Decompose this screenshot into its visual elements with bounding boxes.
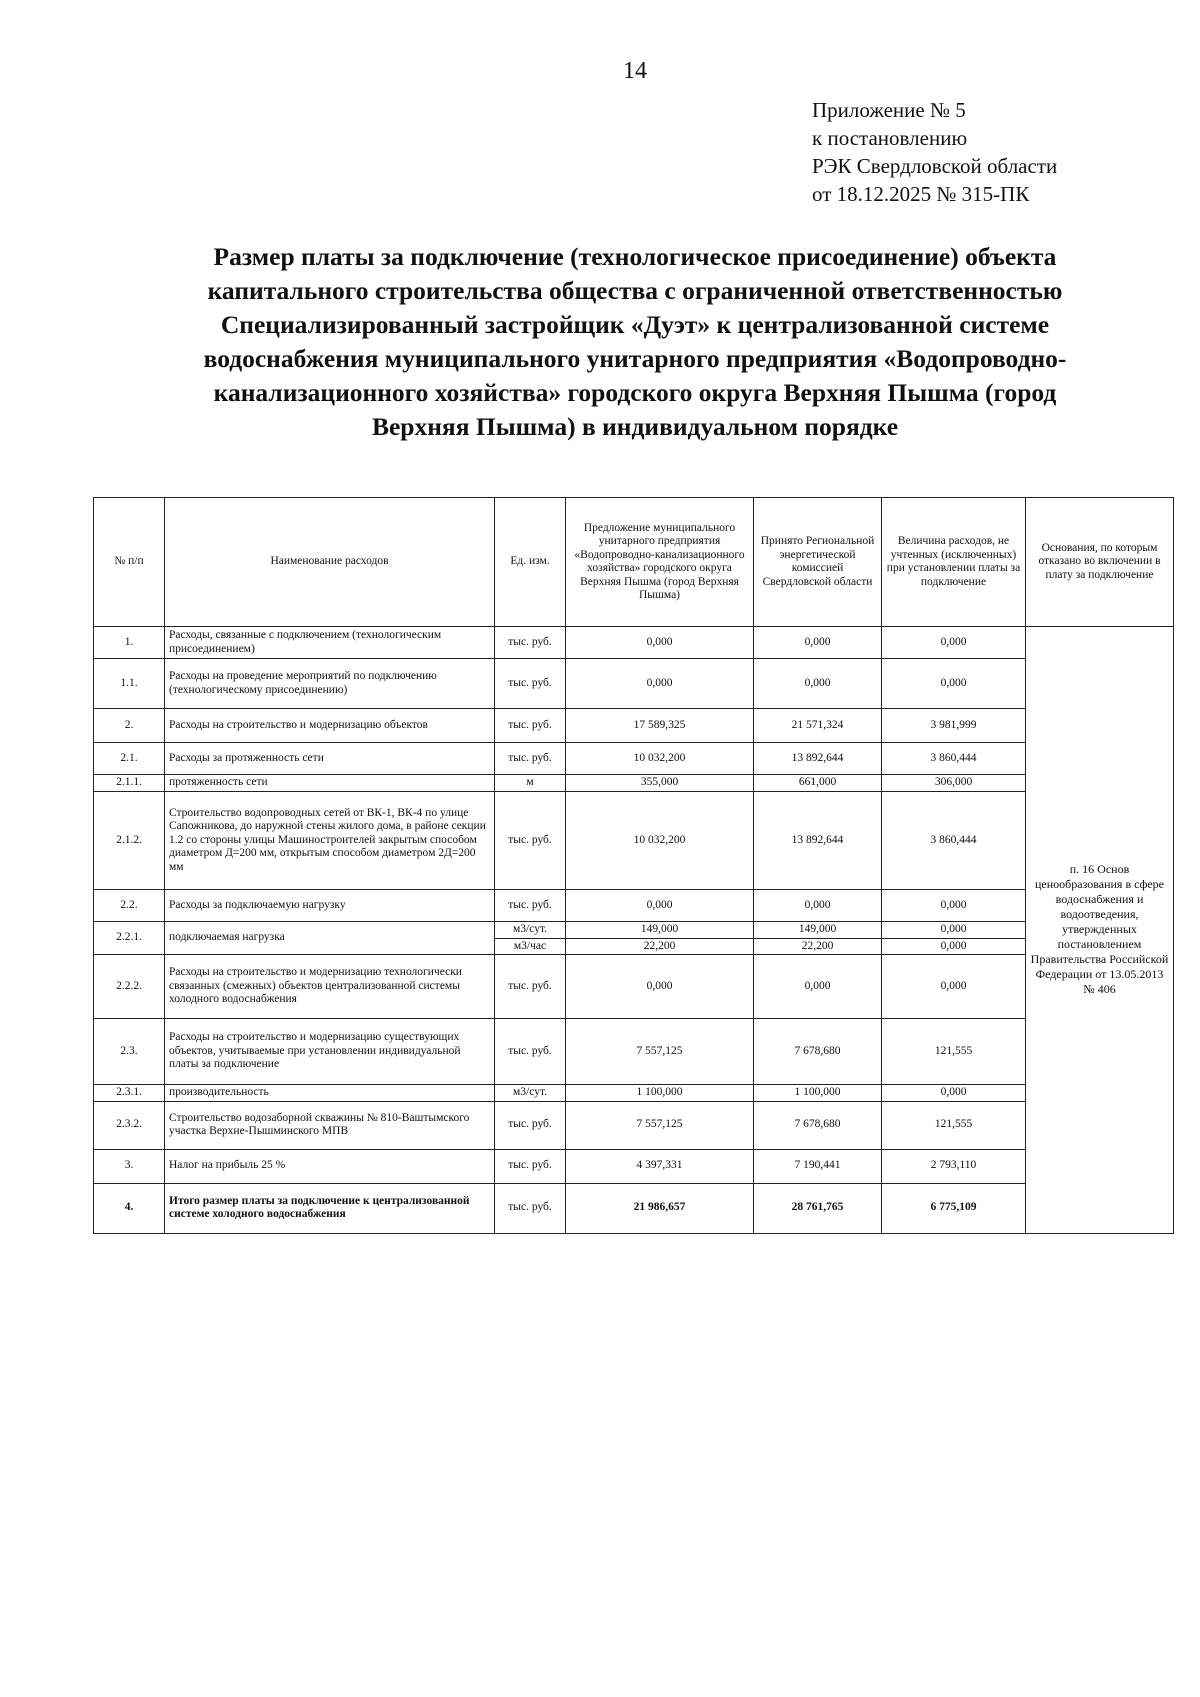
row-accepted: 21 571,324 [754,709,882,743]
row-num: 4. [94,1183,165,1233]
title-line: капитального строительства общества с ограниченной ответственностью [207,276,1063,305]
row-excluded: 0,000 [882,890,1026,922]
table-row [94,1019,1174,1085]
row-name: производительность [165,1085,495,1102]
row-proposal: 21 986,657 [566,1183,754,1233]
header-unit: Ед. изм. [495,498,566,627]
row-name: подключаемая нагрузка [165,922,495,955]
row-name: Расходы на проведение мероприятий по подключению (технологическому присоединению) [165,659,495,709]
row-proposal: 22,200 [566,938,754,955]
title-line: канализационного хозяйства» городского округа Верхняя Пышма (город [213,378,1057,407]
row-accepted: 661,000 [754,775,882,792]
table-row [94,775,1174,792]
row-unit: м [495,775,566,792]
row-proposal: 7 557,125 [566,1101,754,1149]
row-unit: тыс. руб. [495,792,566,890]
row-unit: тыс. руб. [495,1101,566,1149]
row-unit: м3/сут. [495,1085,566,1102]
row-name: Итого размер платы за подключение к централизованной системе холодного водоснабжения [165,1183,495,1233]
row-accepted: 0,000 [754,627,882,659]
header-name: Наименование расходов [165,498,495,627]
row-unit: тыс. руб. [495,709,566,743]
appendix-line: РЭК Свердловской области [812,154,1058,178]
table-row [94,1149,1174,1183]
row-accepted: 0,000 [754,659,882,709]
row-num: 2.2. [94,890,165,922]
row-accepted: 7 678,680 [754,1101,882,1149]
header-num: № п/п [94,498,165,627]
table-row [94,955,1174,1019]
document-title [130,240,1140,444]
row-excluded: 0,000 [882,627,1026,659]
row-num: 2.3.1. [94,1085,165,1102]
header-accepted: Принято Региональной энергетической комиссией Свердловской области [754,498,882,627]
appendix-line: от 18.12.2025 № 315-ПК [812,182,1030,206]
row-accepted: 7 678,680 [754,1019,882,1085]
row-proposal: 0,000 [566,890,754,922]
title-line: Верхняя Пышма) в индивидуальном порядке [371,412,899,441]
row-excluded: 121,555 [882,1019,1026,1085]
row-num: 2.2.2. [94,955,165,1019]
row-num: 3. [94,1149,165,1183]
row-accepted: 28 761,765 [754,1183,882,1233]
table-row [94,922,1174,939]
row-accepted: 1 100,000 [754,1085,882,1102]
basis-cell: п. 16 Основ ценообразования в сфере водоснабжения и водоотведения, утвержденных постановлением Правительства Российской Федерации от 13.05.2013 № 406 [1026,627,1174,1234]
row-excluded: 306,000 [882,775,1026,792]
row-name: Налог на прибыль 25 % [165,1149,495,1183]
table-row [94,743,1174,775]
row-proposal: 7 557,125 [566,1019,754,1085]
row-accepted: 7 190,441 [754,1149,882,1183]
fees-table [93,497,1174,1234]
row-proposal: 17 589,325 [566,709,754,743]
row-name: Расходы за подключаемую нагрузку [165,890,495,922]
row-name: Расходы на строительство и модернизацию технологически связанных (смежных) объектов централизованной системы холодного водоснабжения [165,955,495,1019]
row-proposal: 10 032,200 [566,792,754,890]
title-line: Специализированный застройщик «Дуэт» к централизованной системе [220,310,1050,339]
row-accepted: 149,000 [754,922,882,939]
row-excluded: 3 860,444 [882,792,1026,890]
row-unit: м3/час [495,938,566,955]
table-row [94,1101,1174,1149]
row-num: 2.1. [94,743,165,775]
row-excluded: 121,555 [882,1101,1026,1149]
row-accepted: 0,000 [754,955,882,1019]
table-header-row [94,498,1174,627]
table-row [94,659,1174,709]
row-unit: м3/сут. [495,922,566,939]
row-accepted: 13 892,644 [754,743,882,775]
row-proposal: 0,000 [566,627,754,659]
row-proposal: 4 397,331 [566,1149,754,1183]
row-excluded: 3 981,999 [882,709,1026,743]
row-accepted: 0,000 [754,890,882,922]
row-num: 2.3.2. [94,1101,165,1149]
row-proposal: 0,000 [566,659,754,709]
row-name: Расходы, связанные с подключением (технологическим присоединением) [165,627,495,659]
row-name: Расходы на строительство и модернизацию существующих объектов, учитываемые при установлении индивидуальной платы за подключение [165,1019,495,1085]
total-row [94,1183,1174,1233]
row-excluded: 6 775,109 [882,1183,1026,1233]
header-proposal: Предложение муниципального унитарного предприятия «Водопроводно-канализационного хозяйства» городского округа Верхняя Пышма (город Верхняя Пышма) [566,498,754,627]
table-row [94,1085,1174,1102]
table-row [94,709,1174,743]
appendix-line: Приложение № 5 [812,98,966,122]
row-unit: тыс. руб. [495,1149,566,1183]
row-unit: тыс. руб. [495,659,566,709]
title-line: водоснабжения муниципального унитарного предприятия «Водопроводно- [203,344,1067,373]
row-num: 1.1. [94,659,165,709]
row-unit: тыс. руб. [495,890,566,922]
row-unit: тыс. руб. [495,627,566,659]
page-number: 14 [623,58,647,84]
row-accepted: 22,200 [754,938,882,955]
row-excluded: 0,000 [882,938,1026,955]
row-name: Строительство водопроводных сетей от ВК-1, ВК-4 по улице Сапожникова, до наружной стены жилого дома, в районе секции 1.2 со стороны улицы Машиностроителей закрытым способом диаметром Д=200 мм, открытым способом диаметром 2Д=200 мм [165,792,495,890]
row-excluded: 2 793,110 [882,1149,1026,1183]
row-num: 2.1.2. [94,792,165,890]
row-unit: тыс. руб. [495,955,566,1019]
table-row [94,890,1174,922]
row-name: Строительство водозаборной скважины № 810-Ваштымского участка Верхне-Пышминского МПВ [165,1101,495,1149]
row-excluded: 0,000 [882,659,1026,709]
header-excluded: Величина расходов, не учтенных (исключенных) при установлении платы за подключение [882,498,1026,627]
row-num: 2.2.1. [94,922,165,955]
row-excluded: 3 860,444 [882,743,1026,775]
row-unit: тыс. руб. [495,1183,566,1233]
row-num: 2.1.1. [94,775,165,792]
row-excluded: 0,000 [882,922,1026,939]
row-accepted: 13 892,644 [754,792,882,890]
row-proposal: 149,000 [566,922,754,939]
row-num: 2. [94,709,165,743]
row-name: Расходы на строительство и модернизацию объектов [165,709,495,743]
appendix-line: к постановлению [812,126,968,150]
row-proposal: 10 032,200 [566,743,754,775]
row-name: протяженность сети [165,775,495,792]
table-row [94,627,1174,659]
row-unit: тыс. руб. [495,1019,566,1085]
row-num: 1. [94,627,165,659]
row-excluded: 0,000 [882,1085,1026,1102]
row-unit: тыс. руб. [495,743,566,775]
row-name: Расходы за протяженность сети [165,743,495,775]
row-proposal: 0,000 [566,955,754,1019]
header-basis: Основания, по которым отказано во включении в плату за подключение [1026,498,1174,627]
table-row [94,792,1174,890]
row-num: 2.3. [94,1019,165,1085]
row-proposal: 355,000 [566,775,754,792]
row-proposal: 1 100,000 [566,1085,754,1102]
title-line: Размер платы за подключение (технологическое присоединение) объекта [213,242,1057,271]
row-excluded: 0,000 [882,955,1026,1019]
appendix-block [812,96,1057,208]
